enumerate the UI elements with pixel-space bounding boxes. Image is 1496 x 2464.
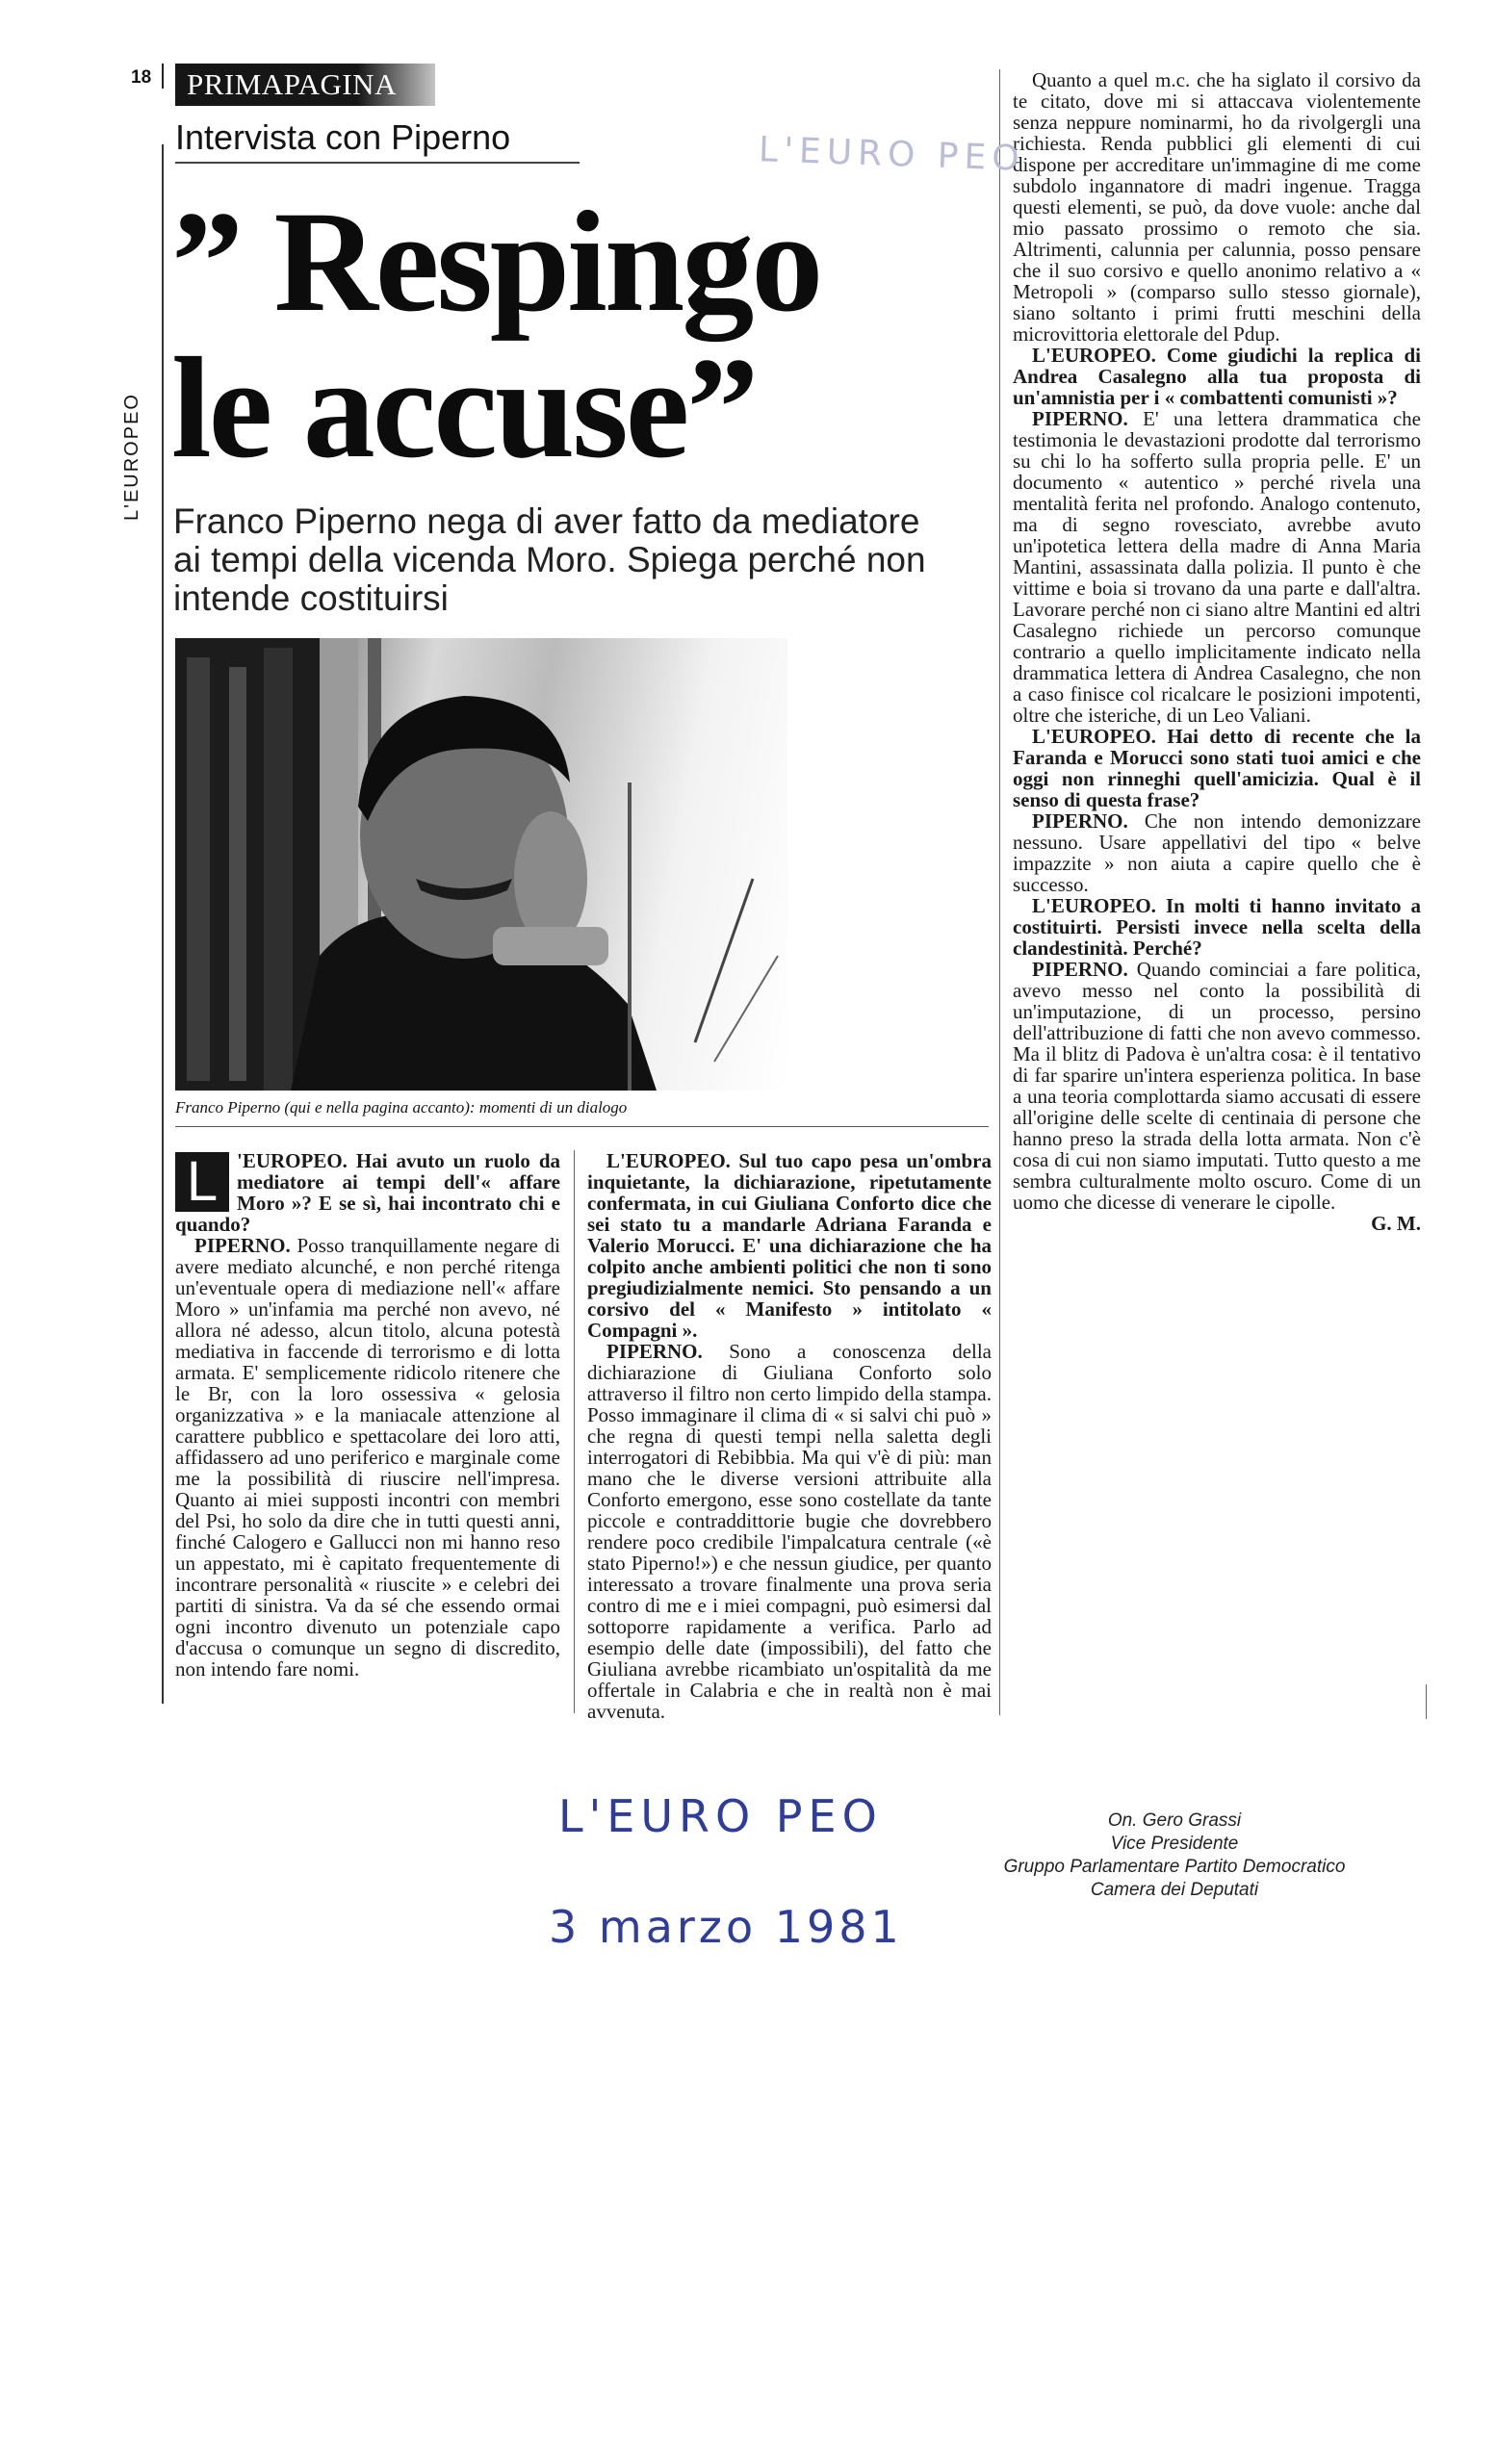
- author-signature: G. M.: [1371, 1212, 1421, 1235]
- speaker-label: PIPERNO.: [606, 1340, 703, 1363]
- article-photo: [175, 638, 787, 1091]
- answer-1: Posso tranquillamente negare di avere mediato alcunché, e non perché ritenga un'eventuale opera di mediazione nell'« affare Moro » un'infamia ma perché non avevo, né allora né adesso, alcun titolo, alcuna potestà mediativa in faccende di terrorismo e di lotta armata. E' semplicemente ridicolo ritenere che le Br, con la loro ossessiva « gelosia organizzativa » e la maniacale attenzione al carattere pubblico e spettacolare dei loro atti, affidassero ad uno periferico e marginale come me la possibilità di riuscire nell'impresa. Quanto ai miei supposti incontri con membri del Psi, ho solo da dire che in tutti questi anni, finché Calogero e Gallucci non mi hanno reso un appestato, mi è capitato frequentemente di incontrare personalità « riuscite » e celebri dei partiti di sinistra. Va da sé che essendo ormai ogni incontro divenuto un potenziale capo d'accusa o comunque un segno di discredito, non intendo fare nomi.: [175, 1234, 560, 1681]
- question-5: L'EUROPEO. In molti ti hanno invitato a costituirti. Persisti invece nella scelta della clandestinità. Perché?: [1013, 894, 1421, 960]
- question-1: 'EUROPEO. Hai avuto un ruolo da mediatore ai tempi dell'« affare Moro »? E se sì, hai incontrato chi e quando?: [175, 1149, 560, 1236]
- column-rule: [574, 1150, 575, 1713]
- header-tick: [162, 64, 164, 89]
- column-rule: [1426, 1684, 1427, 1719]
- stamp-chamber: Camera dei Deputati: [1090, 1880, 1259, 1900]
- answer-2: Sono a conoscenza della dichiarazione di Giuliana Conforto solo attraverso il filtro non certo limpido della stampa. Posso immaginare il clima di « si salvi chi può » che regna di questi tempi nella saletta degli interrogatori di Rebibbia. Ma qui v'è di più: man mano che le diverse versioni attribuite alla Conforto emergono, esse sono costellate da tante piccole e contraddittorie bugie che dovrebbero rendere poco credibile l'impalcatura centrale («è stato Piperno!») e che nessun giudice, per quanto interessato a trovare finalmente una prova seria contro di me e i miei compagni, può esimersi dal sottoporre rapidamente a verifica. Parlo ad esempio delle date (impossibili), del fatto che Giuliana avrebbe ricambiato un'ospitalità da me offertale in Calabria e che in realtà non è mai avvenuta.: [587, 1340, 993, 1723]
- question-2: L'EUROPEO. Sul tuo capo pesa un'ombra inquietante, la dichiarazione, ripetutamente confermata, in cui Giuliana Conforto dice che sei stato tu a mandarle Adriana Faranda e Valerio Morucci. E' una dichiarazione che ha colpito anche ambienti politici che non ti sono pregiudizialmente nemici. Sto pensando a un corsivo del « Manifesto » intitolato « Compagni ».: [587, 1149, 992, 1342]
- left-margin-rule: [162, 144, 164, 1704]
- speaker-label: PIPERNO.: [1032, 809, 1128, 833]
- article-column-2: [587, 1150, 992, 1722]
- stamp-role: Vice Presidente: [1110, 1834, 1239, 1854]
- headline: ” Respingo le accuse”: [171, 182, 821, 488]
- article-column-3: [1013, 69, 1421, 1234]
- answer-4: Che non intendo demonizzare nessuno. Usare appellativi del tipo « belve impazzite » non aiuta a capire quello che è successo.: [1013, 809, 1421, 896]
- question-4: L'EUROPEO. Hai detto di recente che la Faranda e Morucci sono stati tuoi amici e che oggi non rinneghi quell'amicizia. Qual è il senso di questa frase?: [1013, 725, 1421, 811]
- drop-cap: L: [175, 1152, 229, 1212]
- stamp-group: Gruppo Parlamentare Partito Democratico: [1003, 1857, 1346, 1877]
- answer-2-continued: Quanto a quel m.c. che ha siglato il corsivo da te citato, dove mi si attaccava violentemente senza neppure nominarmi, ho da rivolgergli una richiesta. Renda pubblici gli elementi di cui dispone per accreditare un'immagine di me come subdolo ingannatore di madri ingenue. Tragga questi elementi, se può, da dove vuole: anche dal mio passato prossimo o remoto che sia. Altrimenti, calunnia per calunnia, posso pensare che il suo corsivo e quello anonimo relativo a « Metropoli » (comparso sullo stesso giornale), siano soltanto i primi frutti meschini della microvittoria elettorale del Pdup.: [1013, 68, 1421, 346]
- stamp-name: On. Gero Grassi: [1107, 1810, 1242, 1831]
- section-kicker: PRIMAPAGINA: [175, 64, 435, 106]
- speaker-label: PIPERNO.: [1032, 407, 1128, 430]
- publication-vertical-label: L'EUROPEO: [121, 393, 142, 522]
- photo-caption: Franco Piperno (qui e nella pagina accanto): momenti di un dialogo: [175, 1098, 628, 1116]
- handwritten-date: 3 marzo 1981: [549, 1901, 903, 1953]
- answer-3: E' una lettera drammatica che testimonia le devastazioni prodotte dal terrorismo su chi lo ha sofferto sulla propria pelle. E' un documento « autentico » perché rivela una mentalità ferita nel profondo. Analogo contenuto, ma di segno rovesciato, avrebbe avuto un'ipotetica lettera della madre di Anna Maria Mantini, assassinata dalla polizia. Il punto è che vittime e boia si trovano da una parte e dall'altra. Lavorare perché non ci siano altre Mantini ed altri Casalegno richiede un percorso comunque contrario a quello implicitamente indicato nella drammatica lettera di Andrea Casalegno, che non a caso finisce col ricalcare le posizioni impotenti, oltre che isteriche, di un Leo Valiani.: [1013, 407, 1422, 727]
- handwritten-publication: L'EURO PEO: [558, 1790, 883, 1842]
- standfirst: Franco Piperno nega di aver fatto da mediatore ai tempi della vicenda Moro. Spiega perché non intende costituirsi: [173, 501, 926, 618]
- question-3: L'EUROPEO. Come giudichi la replica di Andrea Casalegno alla tua proposta di un'amnistia per i « combattenti comunisti »?: [1013, 344, 1421, 409]
- handwritten-note-faint: L'EURO PEO: [758, 130, 1026, 179]
- speaker-label: PIPERNO.: [194, 1234, 291, 1257]
- answer-5: Quando cominciai a fare politica, avevo messo nel conto la possibilità di un'imputazione, di un processo, persino dell'attribuzione di fatti che non avevo commesso. Ma il blitz di Padova è un'altra cosa: è il tentativo di far sparire un'intera esperienza politica. In base a una teoria complottarda siamo accusati di essere all'origine delle scelte di centinaia di persone che hanno preso la strada della lotta armata. Non c'è cosa di cui non siamo imputati. Tutto questo a me sembra culturalmente molto oscuro. Come di un uomo che dicesse di venerare le cipolle.: [1013, 958, 1422, 1214]
- article-column-1: [175, 1150, 560, 1680]
- photo-illustration: [175, 638, 787, 1091]
- caption-rule: [175, 1126, 989, 1127]
- section-title: Intervista con Piperno: [175, 117, 580, 164]
- parliament-stamp: [963, 1810, 1386, 1902]
- page-number: 18: [131, 67, 152, 88]
- speaker-label: PIPERNO.: [1032, 958, 1128, 981]
- column-rule: [999, 69, 1000, 1715]
